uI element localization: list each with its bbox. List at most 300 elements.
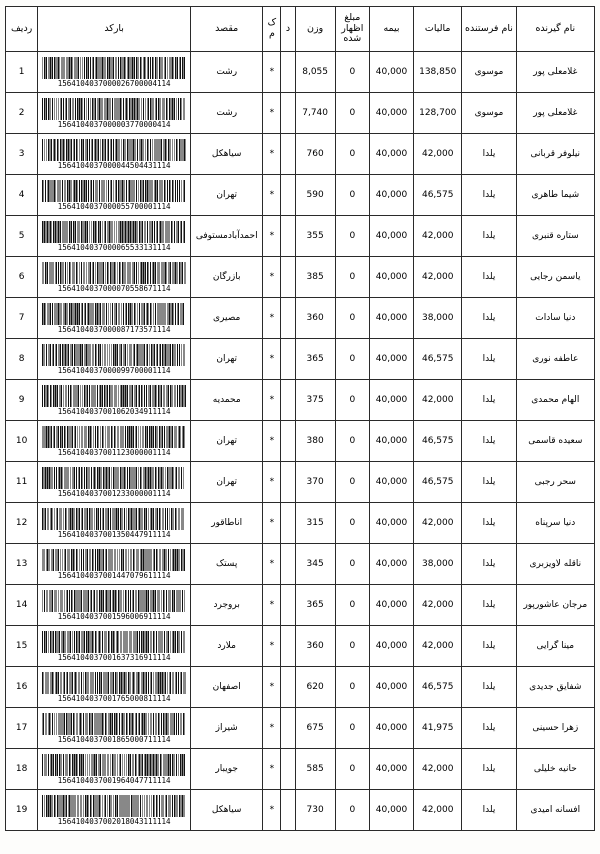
header-row (6, 7, 595, 52)
barcode-image (38, 178, 190, 213)
cell-weight: 585 (295, 749, 335, 790)
cell-receiver: مرجان عاشورپور (516, 585, 594, 626)
cell-row-number: 5 (6, 216, 38, 257)
cell-declared: 0 (335, 339, 369, 380)
cell-insurance: 40,000 (369, 298, 413, 339)
table-row (6, 790, 595, 831)
cell-d (281, 462, 295, 503)
cell-receiver: زهرا حسینی (516, 708, 594, 749)
column-header-insurance: بیمه (369, 7, 413, 52)
barcode-bars (42, 590, 186, 612)
cell-tax: 42,000 (414, 585, 462, 626)
cell-insurance: 40,000 (369, 52, 413, 93)
cell-weight: 8,055 (295, 52, 335, 93)
cell-barcode (38, 544, 191, 585)
column-header-declared: مبلغ اظهار شده (335, 7, 369, 52)
cell-declared: 0 (335, 421, 369, 462)
cell-barcode (38, 708, 191, 749)
column-header-sender: نام فرستنده (462, 7, 516, 52)
barcode-bars (42, 262, 186, 284)
cell-declared: 0 (335, 462, 369, 503)
cell-d (281, 298, 295, 339)
table-row (6, 257, 595, 298)
cell-declared: 0 (335, 503, 369, 544)
cell-barcode (38, 503, 191, 544)
cell-km: * (263, 749, 281, 790)
cell-insurance: 40,000 (369, 462, 413, 503)
cell-barcode (38, 749, 191, 790)
cell-receiver: افسانه امیدی (516, 790, 594, 831)
barcode-image (38, 588, 190, 623)
barcode-number: 1564104037001350447911114 (57, 529, 171, 539)
cell-tax: 42,000 (414, 749, 462, 790)
cell-receiver: حانیه خلیلی (516, 749, 594, 790)
cell-km: * (263, 462, 281, 503)
cell-d (281, 544, 295, 585)
barcode-bars (42, 467, 186, 489)
barcode-image (38, 424, 190, 459)
cell-km: * (263, 626, 281, 667)
barcode-image (38, 55, 190, 90)
cell-barcode (38, 298, 191, 339)
cell-d (281, 93, 295, 134)
cell-weight: 590 (295, 175, 335, 216)
barcode-number: 1564104037000026700004114 (57, 78, 171, 88)
cell-weight: 675 (295, 708, 335, 749)
barcode-number: 1564104037001765000811114 (57, 693, 171, 703)
cell-sender: یلدا (462, 585, 516, 626)
cell-destination: اصفهان (191, 667, 263, 708)
cell-barcode (38, 339, 191, 380)
cell-weight: 360 (295, 298, 335, 339)
cell-barcode (38, 93, 191, 134)
column-header-km: ک م (263, 7, 281, 52)
column-header-d: د (281, 7, 295, 52)
barcode-bars (42, 98, 186, 120)
cell-barcode (38, 52, 191, 93)
cell-insurance: 40,000 (369, 544, 413, 585)
cell-receiver: سحر رجبی (516, 462, 594, 503)
table-row (6, 503, 595, 544)
cell-sender: یلدا (462, 134, 516, 175)
cell-destination: جویبار (191, 749, 263, 790)
table-row (6, 749, 595, 790)
cell-insurance: 40,000 (369, 175, 413, 216)
table-row (6, 175, 595, 216)
barcode-number: 1564104037000055700001114 (57, 201, 171, 211)
cell-d (281, 585, 295, 626)
cell-km: * (263, 667, 281, 708)
cell-destination: رشت (191, 52, 263, 93)
cell-tax: 42,000 (414, 380, 462, 421)
column-header-destination: مقصد (191, 7, 263, 52)
cell-km: * (263, 134, 281, 175)
table-row (6, 585, 595, 626)
barcode-number: 1564104037000099700001114 (57, 365, 171, 375)
cell-receiver: نیلوفر قربانی (516, 134, 594, 175)
table-header (6, 7, 595, 52)
cell-weight: 365 (295, 339, 335, 380)
cell-d (281, 708, 295, 749)
table-body (6, 52, 595, 831)
cell-km: * (263, 421, 281, 462)
cell-receiver: مینا گرایی (516, 626, 594, 667)
barcode-image (38, 465, 190, 500)
barcode-number: 1564104037000087173571114 (57, 324, 171, 334)
barcode-image (38, 342, 190, 377)
cell-d (281, 52, 295, 93)
cell-tax: 46,575 (414, 667, 462, 708)
cell-d (281, 626, 295, 667)
barcode-bars (42, 221, 186, 243)
cell-declared: 0 (335, 626, 369, 667)
cell-km: * (263, 339, 281, 380)
cell-receiver: عاطفه نوری (516, 339, 594, 380)
cell-tax: 38,000 (414, 298, 462, 339)
cell-km: * (263, 257, 281, 298)
table-row (6, 93, 595, 134)
cell-sender: یلدا (462, 462, 516, 503)
table-row (6, 421, 595, 462)
cell-weight: 355 (295, 216, 335, 257)
cell-d (281, 790, 295, 831)
cell-declared: 0 (335, 257, 369, 298)
barcode-number: 1564104037001447079611114 (57, 570, 171, 580)
cell-barcode (38, 790, 191, 831)
cell-tax: 138,850 (414, 52, 462, 93)
cell-weight: 345 (295, 544, 335, 585)
barcode-image (38, 137, 190, 172)
cell-declared: 0 (335, 93, 369, 134)
cell-receiver: شفایق جدیدی (516, 667, 594, 708)
cell-sender: یلدا (462, 339, 516, 380)
cell-d (281, 380, 295, 421)
cell-tax: 46,575 (414, 421, 462, 462)
barcode-image (38, 383, 190, 418)
cell-barcode (38, 175, 191, 216)
cell-tax: 46,575 (414, 339, 462, 380)
cell-km: * (263, 790, 281, 831)
cell-row-number: 1 (6, 52, 38, 93)
barcode-image (38, 629, 190, 664)
cell-receiver: غلامعلی پور (516, 93, 594, 134)
cell-km: * (263, 544, 281, 585)
barcode-number: 1564104037001637316911114 (57, 652, 171, 662)
barcode-bars (42, 385, 186, 407)
cell-destination: تهران (191, 339, 263, 380)
cell-insurance: 40,000 (369, 626, 413, 667)
cell-barcode (38, 667, 191, 708)
cell-d (281, 257, 295, 298)
cell-barcode (38, 134, 191, 175)
cell-tax: 38,000 (414, 544, 462, 585)
cell-declared: 0 (335, 544, 369, 585)
cell-tax: 41,975 (414, 708, 462, 749)
cell-destination: احمدآبادمستوفی (191, 216, 263, 257)
barcode-image (38, 301, 190, 336)
cell-receiver: ناقله لاویزبری (516, 544, 594, 585)
cell-km: * (263, 216, 281, 257)
cell-row-number: 15 (6, 626, 38, 667)
cell-km: * (263, 585, 281, 626)
cell-destination: بروجرد (191, 585, 263, 626)
table-row (6, 52, 595, 93)
table-row (6, 708, 595, 749)
cell-declared: 0 (335, 790, 369, 831)
cell-row-number: 16 (6, 667, 38, 708)
cell-barcode (38, 421, 191, 462)
cell-km: * (263, 380, 281, 421)
barcode-image (38, 260, 190, 295)
cell-sender: یلدا (462, 216, 516, 257)
cell-row-number: 10 (6, 421, 38, 462)
barcode-number: 1564104037000065533131114 (57, 242, 171, 252)
cell-weight: 7,740 (295, 93, 335, 134)
cell-tax: 42,000 (414, 134, 462, 175)
barcode-bars (42, 549, 186, 571)
barcode-bars (42, 713, 186, 735)
cell-tax: 42,000 (414, 216, 462, 257)
cell-sender: یلدا (462, 790, 516, 831)
table-row (6, 462, 595, 503)
barcode-number: 1564104037001123000001114 (57, 447, 171, 457)
cell-insurance: 40,000 (369, 257, 413, 298)
cell-row-number: 7 (6, 298, 38, 339)
cell-km: * (263, 52, 281, 93)
table-row (6, 544, 595, 585)
cell-destination: تهران (191, 175, 263, 216)
cell-sender: یلدا (462, 667, 516, 708)
cell-receiver: دنیا سادات (516, 298, 594, 339)
cell-destination: پستک (191, 544, 263, 585)
cell-row-number: 14 (6, 585, 38, 626)
cell-sender: یلدا (462, 708, 516, 749)
cell-insurance: 40,000 (369, 216, 413, 257)
cell-weight: 370 (295, 462, 335, 503)
cell-row-number: 17 (6, 708, 38, 749)
cell-declared: 0 (335, 667, 369, 708)
barcode-number: 1564104037001596006911114 (57, 611, 171, 621)
cell-barcode (38, 380, 191, 421)
cell-d (281, 134, 295, 175)
cell-weight: 730 (295, 790, 335, 831)
column-header-row: ردیف (6, 7, 38, 52)
cell-sender: یلدا (462, 257, 516, 298)
cell-destination: سیاهکل (191, 790, 263, 831)
barcode-image (38, 670, 190, 705)
barcode-bars (42, 631, 186, 653)
cell-weight: 315 (295, 503, 335, 544)
column-header-weight: وزن (295, 7, 335, 52)
cell-insurance: 40,000 (369, 790, 413, 831)
cell-row-number: 19 (6, 790, 38, 831)
barcode-bars (42, 180, 186, 202)
cell-destination: مصیری (191, 298, 263, 339)
cell-declared: 0 (335, 708, 369, 749)
cell-declared: 0 (335, 585, 369, 626)
cell-destination: تهران (191, 421, 263, 462)
cell-sender: موسوی (462, 93, 516, 134)
cell-d (281, 216, 295, 257)
barcode-image (38, 752, 190, 787)
cell-declared: 0 (335, 175, 369, 216)
cell-destination: محمدیه (191, 380, 263, 421)
cell-weight: 385 (295, 257, 335, 298)
cell-insurance: 40,000 (369, 421, 413, 462)
cell-sender: یلدا (462, 175, 516, 216)
cell-weight: 380 (295, 421, 335, 462)
cell-row-number: 18 (6, 749, 38, 790)
barcode-image (38, 506, 190, 541)
barcode-bars (42, 508, 186, 530)
cell-barcode (38, 462, 191, 503)
cell-km: * (263, 708, 281, 749)
shipping-manifest-table (5, 6, 595, 831)
cell-destination: اناطاقور (191, 503, 263, 544)
table-row (6, 339, 595, 380)
cell-d (281, 421, 295, 462)
cell-sender: یلدا (462, 626, 516, 667)
barcode-number: 1564104037001865000711114 (57, 734, 171, 744)
cell-tax: 128,700 (414, 93, 462, 134)
cell-sender: یلدا (462, 421, 516, 462)
column-header-barcode: بارکد (38, 7, 191, 52)
cell-row-number: 2 (6, 93, 38, 134)
barcode-bars (42, 57, 186, 79)
cell-receiver: الهام محمدی (516, 380, 594, 421)
cell-insurance: 40,000 (369, 585, 413, 626)
table-row (6, 134, 595, 175)
cell-weight: 365 (295, 585, 335, 626)
cell-d (281, 667, 295, 708)
cell-row-number: 11 (6, 462, 38, 503)
cell-destination: رشت (191, 93, 263, 134)
barcode-bars (42, 139, 186, 161)
cell-barcode (38, 626, 191, 667)
barcode-bars (42, 344, 186, 366)
barcode-bars (42, 426, 186, 448)
cell-insurance: 40,000 (369, 380, 413, 421)
cell-d (281, 175, 295, 216)
cell-tax: 42,000 (414, 503, 462, 544)
cell-destination: بازرگان (191, 257, 263, 298)
cell-receiver: دنیا سرپناه (516, 503, 594, 544)
cell-barcode (38, 216, 191, 257)
cell-insurance: 40,000 (369, 503, 413, 544)
barcode-image (38, 96, 190, 131)
cell-sender: یلدا (462, 298, 516, 339)
cell-row-number: 13 (6, 544, 38, 585)
cell-destination: شیراز (191, 708, 263, 749)
barcode-image (38, 793, 190, 828)
barcode-bars (42, 672, 186, 694)
cell-declared: 0 (335, 749, 369, 790)
cell-receiver: ستاره قنبری (516, 216, 594, 257)
column-header-tax: مالیات (414, 7, 462, 52)
cell-declared: 0 (335, 52, 369, 93)
cell-destination: تهران (191, 462, 263, 503)
cell-destination: سیاهکل (191, 134, 263, 175)
cell-row-number: 8 (6, 339, 38, 380)
table-row (6, 667, 595, 708)
cell-declared: 0 (335, 380, 369, 421)
barcode-image (38, 547, 190, 582)
cell-sender: یلدا (462, 380, 516, 421)
cell-tax: 46,575 (414, 462, 462, 503)
barcode-number: 1564104037001964047711114 (57, 775, 171, 785)
cell-insurance: 40,000 (369, 134, 413, 175)
cell-sender: یلدا (462, 544, 516, 585)
cell-tax: 42,000 (414, 626, 462, 667)
barcode-number: 1564104037001233000001114 (57, 488, 171, 498)
cell-row-number: 9 (6, 380, 38, 421)
cell-receiver: یاسمن رجایی (516, 257, 594, 298)
cell-insurance: 40,000 (369, 339, 413, 380)
cell-km: * (263, 175, 281, 216)
cell-receiver: غلامعلی پور (516, 52, 594, 93)
cell-sender: یلدا (462, 503, 516, 544)
table-row (6, 298, 595, 339)
cell-weight: 360 (295, 626, 335, 667)
cell-sender: موسوی (462, 52, 516, 93)
cell-weight: 375 (295, 380, 335, 421)
cell-declared: 0 (335, 134, 369, 175)
cell-receiver: سعیده قاسمی (516, 421, 594, 462)
barcode-bars (42, 754, 186, 776)
cell-weight: 620 (295, 667, 335, 708)
cell-insurance: 40,000 (369, 667, 413, 708)
barcode-bars (42, 795, 186, 817)
cell-barcode (38, 585, 191, 626)
cell-weight: 760 (295, 134, 335, 175)
cell-tax: 42,000 (414, 790, 462, 831)
cell-row-number: 3 (6, 134, 38, 175)
cell-row-number: 12 (6, 503, 38, 544)
cell-d (281, 749, 295, 790)
cell-sender: یلدا (462, 749, 516, 790)
cell-declared: 0 (335, 298, 369, 339)
barcode-number: 1564104037000044504431114 (57, 160, 171, 170)
cell-km: * (263, 93, 281, 134)
cell-km: * (263, 503, 281, 544)
barcode-number: 1564104037002018043111114 (57, 816, 171, 826)
cell-tax: 46,575 (414, 175, 462, 216)
column-header-receiver: نام گیرنده (516, 7, 594, 52)
cell-insurance: 40,000 (369, 749, 413, 790)
cell-destination: ملارد (191, 626, 263, 667)
table-row (6, 216, 595, 257)
cell-d (281, 503, 295, 544)
cell-insurance: 40,000 (369, 708, 413, 749)
cell-row-number: 6 (6, 257, 38, 298)
barcode-image (38, 219, 190, 254)
cell-row-number: 4 (6, 175, 38, 216)
table-row (6, 626, 595, 667)
cell-declared: 0 (335, 216, 369, 257)
cell-insurance: 40,000 (369, 93, 413, 134)
barcode-image (38, 711, 190, 746)
cell-tax: 42,000 (414, 257, 462, 298)
barcode-bars (42, 303, 186, 325)
barcode-number: 1564104037000003770000414 (57, 119, 171, 129)
barcode-number: 1564104037001062034911114 (57, 406, 171, 416)
cell-receiver: شیما طاهری (516, 175, 594, 216)
cell-barcode (38, 257, 191, 298)
cell-km: * (263, 298, 281, 339)
barcode-number: 1564104037000070558671114 (57, 283, 171, 293)
cell-d (281, 339, 295, 380)
table-row (6, 380, 595, 421)
